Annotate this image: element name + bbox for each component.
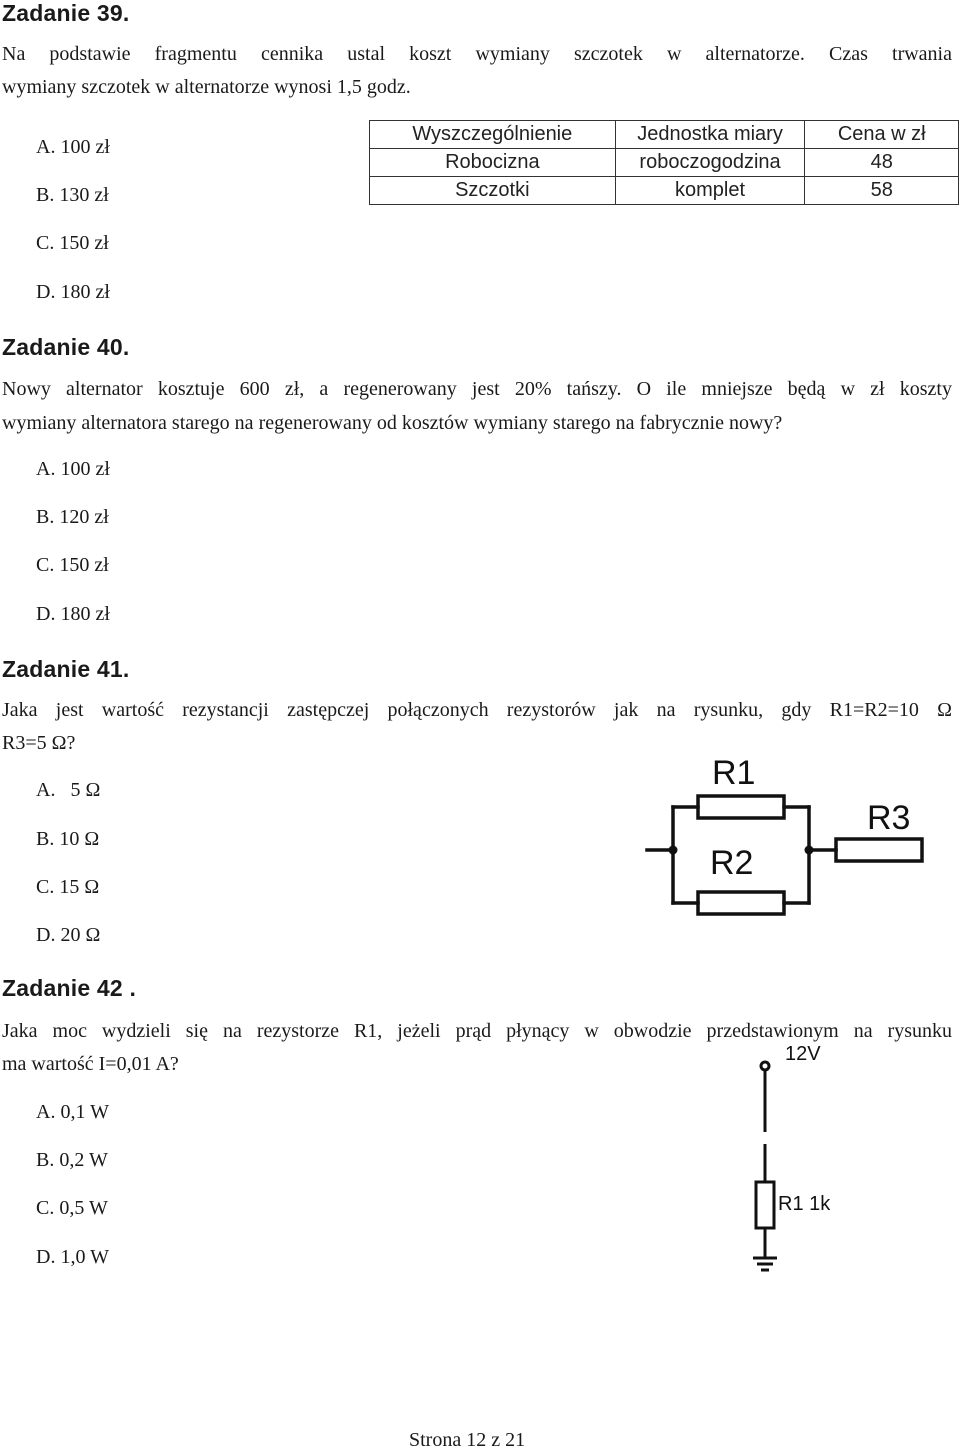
label-r1: R1 (712, 754, 756, 792)
price-table (369, 120, 959, 205)
task39-answer-b: B. 130 zł (36, 184, 109, 206)
label-r2: R2 (710, 844, 754, 882)
resistor-network-diagram (640, 750, 940, 920)
page-number: Strona 12 z 21 (409, 1429, 526, 1451)
label-resistor-r1: R1 1k (778, 1193, 831, 1215)
table-cell: 48 (805, 149, 959, 177)
table-cell: Szczotki (370, 177, 616, 205)
task42-heading: Zadanie 42 . (2, 975, 137, 1001)
task39-answer-c: C. 150 zł (36, 232, 109, 254)
task40-heading: Zadanie 40. (2, 334, 130, 360)
task39-heading: Zadanie 39. (2, 0, 130, 26)
task42-question-line1: Jaka moc wydzieli się na rezystorze R1, jeżeli prąd płynący w obwodzie przedstawionym na rysunku (2, 1020, 952, 1042)
supply-terminal (761, 1062, 769, 1070)
task40-answer-d: D. 180 zł (36, 603, 110, 625)
resistor-r1 (698, 796, 784, 818)
resistor-r3 (836, 839, 922, 861)
task41-question-line1: Jaka jest wartość rezystancji zastępczej połączonych rezystorów jak na rysunku, gdy R1=R2=10 Ω (2, 699, 952, 721)
task42-answer-c: C. 0,5 W (36, 1197, 108, 1219)
table-header-item: Wyszczególnienie (370, 121, 616, 149)
task39-question-line2: wymiany szczotek w alternatorze wynosi 1,5 godz. (2, 76, 411, 98)
junction-node-right (805, 846, 814, 855)
task41-heading: Zadanie 41. (2, 656, 130, 682)
task42-question-line2: ma wartość I=0,01 A? (2, 1053, 179, 1075)
table-cell: Robocizna (370, 149, 616, 177)
task42-answer-d: D. 1,0 W (36, 1246, 109, 1268)
circuit-diagram (735, 1040, 860, 1285)
task40-question-line2: wymiany alternatora starego na regenerowany od kosztów wymiany starego na fabrycznie nowy? (2, 412, 783, 434)
task41-question-line2: R3=5 Ω? (2, 732, 76, 754)
price-table-header-row (370, 121, 959, 149)
task41-answer-a: A. 5 Ω (36, 779, 101, 801)
task41-answer-b: B. 10 Ω (36, 828, 100, 850)
task41-answer-c: C. 15 Ω (36, 876, 100, 898)
table-cell: roboczogodzina (615, 149, 805, 177)
label-supply-voltage: 12V (785, 1043, 821, 1065)
table-header-unit: Jednostka miary (615, 121, 805, 149)
task42-answer-b: B. 0,2 W (36, 1149, 108, 1171)
table-row (370, 149, 959, 177)
task42-answer-a: A. 0,1 W (36, 1101, 109, 1123)
table-cell: 58 (805, 177, 959, 205)
resistor-r2 (698, 892, 784, 914)
table-cell: komplet (615, 177, 805, 205)
label-r3: R3 (867, 799, 911, 837)
task39-answer-d: D. 180 zł (36, 281, 110, 303)
task41-answer-d: D. 20 Ω (36, 924, 101, 946)
table-header-price: Cena w zł (805, 121, 959, 149)
junction-node-left (669, 846, 678, 855)
task40-answer-a: A. 100 zł (36, 458, 110, 480)
task39-question-line1: Na podstawie fragmentu cennika ustal koszt wymiany szczotek w alternatorze. Czas trwania (2, 43, 952, 65)
table-row (370, 177, 959, 205)
task39-answer-a: A. 100 zł (36, 136, 110, 158)
task40-answer-b: B. 120 zł (36, 506, 109, 528)
task40-question-line1: Nowy alternator kosztuje 600 zł, a regenerowany jest 20% tańszy. O ile mniejsze będą w zł koszty (2, 378, 952, 400)
task40-answer-c: C. 150 zł (36, 554, 109, 576)
resistor-r1 (756, 1182, 774, 1228)
